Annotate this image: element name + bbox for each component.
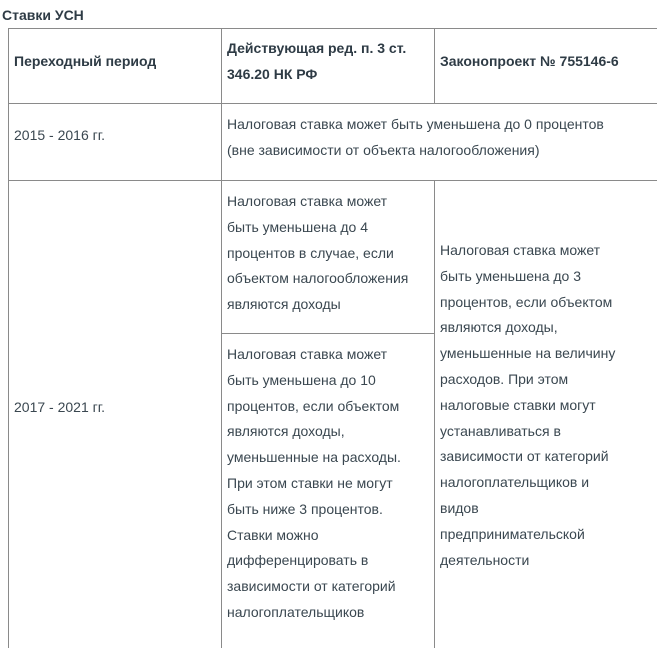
header-current-edition xyxy=(227,35,406,87)
row-divider-header xyxy=(8,103,657,104)
cell-line: зависимости от категорий xyxy=(227,578,396,595)
cell-line: процентов, если объектом xyxy=(440,293,613,310)
table-border-top xyxy=(8,28,657,29)
cell-line: объектом налогообложения xyxy=(227,270,409,287)
merged-rate-line2: (вне зависимости от объекта налогообложения) xyxy=(227,141,540,158)
cell-line: являются доходы, xyxy=(440,319,558,336)
cell-line: При этом ставки не могут xyxy=(227,474,393,491)
row-divider-sub xyxy=(221,333,435,334)
cell-line: деятельности xyxy=(440,551,530,568)
cell-line: расходов. При этом xyxy=(440,370,569,387)
column-divider-2-body xyxy=(434,180,435,648)
cell-line: Налоговая ставка может xyxy=(440,242,601,258)
cell-line: устанавливаться в xyxy=(440,422,561,439)
proposed-rate-cell xyxy=(440,238,615,573)
cell-line: быть уменьшена до 3 xyxy=(440,267,582,284)
merged-rate-cell xyxy=(227,112,604,164)
cell-line: процентов, если объектом xyxy=(227,397,400,414)
cell-line: являются доходы xyxy=(227,296,341,313)
header-draft-law: Законопроект № 755146-6 xyxy=(440,53,619,69)
merged-rate-line1: Налоговая ставка может быть уменьшена до 0 процентов xyxy=(227,116,604,132)
cell-line: налоговые ставки могут xyxy=(440,396,596,413)
period-2015-2016: 2015 - 2016 гг. xyxy=(14,127,106,143)
cell-line: процентов в случае, если xyxy=(227,244,394,261)
cell-line: уменьшенные на величину xyxy=(440,345,616,362)
current-rate-income-cell xyxy=(227,189,408,318)
cell-line: дифференцировать в xyxy=(227,552,369,569)
cell-line: Налоговая ставка может xyxy=(227,193,388,209)
header-transition-period: Переходный период xyxy=(14,53,157,69)
current-rate-expenses-cell xyxy=(227,342,401,626)
cell-line: зависимости от категорий xyxy=(440,448,609,465)
cell-line: налогоплательщиков и xyxy=(440,474,590,491)
header-current-edition-line2: 346.20 НК РФ xyxy=(227,66,318,82)
row-divider-1 xyxy=(8,180,657,181)
cell-line: видов xyxy=(440,499,479,516)
cell-line: налогоплательщиков xyxy=(227,603,365,620)
cell-line: быть уменьшена до 10 xyxy=(227,371,376,388)
cell-line: Ставки можно xyxy=(227,526,319,543)
cell-line: быть уменьшена до 4 xyxy=(227,218,369,235)
cell-line: Налоговая ставка может xyxy=(227,346,388,362)
column-divider-2-header xyxy=(434,28,435,103)
table-border-left xyxy=(8,28,9,648)
cell-line: уменьшенные на расходы. xyxy=(227,449,401,466)
period-2017-2021: 2017 - 2021 гг. xyxy=(14,399,106,415)
cell-line: предпринимательской xyxy=(440,525,585,542)
cell-line: быть ниже 3 процентов. xyxy=(227,500,383,517)
cell-line: являются доходы, xyxy=(227,423,345,440)
header-current-edition-line1: Действующая ред. п. 3 ст. xyxy=(227,40,407,56)
column-divider-1 xyxy=(221,28,222,648)
page-title: Ставки УСН xyxy=(2,7,84,23)
usn-rates-table xyxy=(8,28,657,668)
